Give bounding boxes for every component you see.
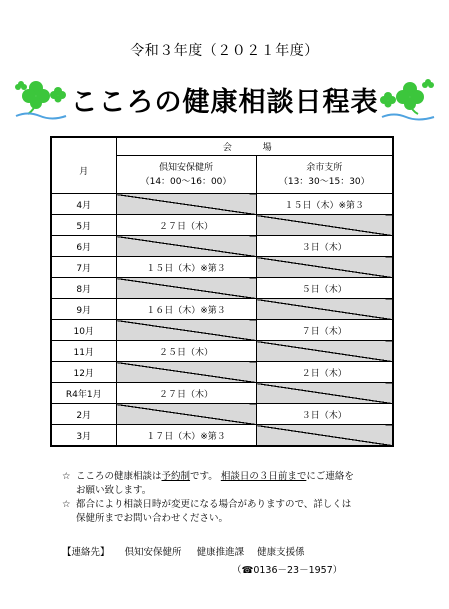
table-row [51, 341, 393, 362]
clover-right-icon [378, 76, 436, 122]
empty-slash-cell [256, 299, 393, 320]
empty-slash-cell [256, 383, 393, 404]
schedule-date-cell: １６日（木）※第３ [116, 299, 256, 320]
schedule-date-cell: １５日（木）※第３ [256, 194, 393, 215]
empty-slash-cell [116, 404, 256, 425]
table-row [51, 299, 393, 320]
table-row [51, 194, 393, 215]
schedule-date-cell: ２７日（木） [116, 383, 256, 404]
schedule-table [50, 136, 394, 447]
schedule-date-cell: ２日（木） [256, 362, 393, 383]
empty-slash-cell [116, 362, 256, 383]
month-cell: 10月 [51, 320, 116, 341]
month-cell: 4月 [51, 194, 116, 215]
venue-name: 倶知安保健所 [158, 162, 213, 173]
month-cell: 2月 [51, 404, 116, 425]
month-cell: R4年1月 [51, 383, 116, 404]
empty-slash-cell [256, 425, 393, 447]
schedule-date-cell: ７日（木） [256, 320, 393, 341]
note-text: 都合により相談日時が変更になる場合がありますので、詳しくは [76, 499, 352, 510]
page-title: こころの健康相談日程表 [70, 87, 379, 118]
month-cell: 12月 [51, 362, 116, 383]
contact-unit: 健康支援係 [257, 547, 305, 558]
schedule-date-cell: １５日（木）※第３ [116, 257, 256, 278]
note-text: こころの健康相談は [76, 471, 162, 482]
star-icon: ☆ [62, 499, 71, 510]
empty-slash-cell [256, 341, 393, 362]
star-icon: ☆ [62, 471, 71, 482]
table-row [51, 362, 393, 383]
venue-header: 会 場 [116, 137, 393, 156]
venue-kutchan-header [116, 156, 256, 194]
month-cell: 11月 [51, 341, 116, 362]
month-cell: 5月 [51, 215, 116, 236]
schedule-date-cell: ３日（木） [256, 236, 393, 257]
contact-section: 健康推進課 [196, 547, 245, 558]
table-row [51, 215, 393, 236]
empty-slash-cell [256, 257, 393, 278]
month-cell: 3月 [51, 425, 116, 447]
note-reservation [62, 470, 354, 498]
schedule-date-cell: ５日（木） [256, 278, 393, 299]
table-row [51, 404, 393, 425]
venue-hours: （14：00～16：00） [140, 176, 232, 187]
note-text: にご連絡を [306, 471, 354, 482]
month-cell: 9月 [51, 299, 116, 320]
contact-org: 倶知安保健所 [124, 547, 182, 558]
note-change [62, 498, 354, 526]
table-row [51, 320, 393, 341]
empty-slash-cell [256, 215, 393, 236]
contact-phone: （☎0136－23－1957） [232, 565, 343, 576]
venue-yoichi-header [256, 156, 393, 194]
table-row [51, 257, 393, 278]
table-row [51, 425, 393, 447]
schedule-date-cell: ２５日（木） [116, 341, 256, 362]
schedule-rows [51, 194, 393, 447]
note-text: お願い致します。 [76, 485, 152, 496]
note-text: 保健所までお問い合わせください。 [76, 513, 229, 524]
empty-slash-cell [116, 236, 256, 257]
contact-label: 【連絡先】 [62, 547, 110, 558]
month-cell: 6月 [51, 236, 116, 257]
note-emphasis: 相談日の３日前まで [220, 471, 307, 482]
empty-slash-cell [116, 194, 256, 215]
table-row [51, 236, 393, 257]
schedule-date-cell: ３日（木） [256, 404, 393, 425]
month-column-header: 月 [51, 137, 116, 194]
month-cell: 7月 [51, 257, 116, 278]
table-row [51, 278, 393, 299]
notes [62, 470, 354, 526]
schedule-date-cell: ２７日（木） [116, 215, 256, 236]
table-row [51, 383, 393, 404]
note-text: です。 [190, 471, 218, 482]
contact-line [62, 544, 305, 558]
empty-slash-cell [116, 320, 256, 341]
venue-name: 余市支所 [306, 162, 343, 173]
note-emphasis: 予約制 [161, 471, 191, 482]
fiscal-year-subtitle: 令和３年度（２０２１年度） [130, 43, 319, 59]
venue-hours: （13：30～15：30） [278, 176, 370, 187]
empty-slash-cell [116, 278, 256, 299]
schedule-date-cell: １７日（木）※第３ [116, 425, 256, 447]
month-cell: 8月 [51, 278, 116, 299]
